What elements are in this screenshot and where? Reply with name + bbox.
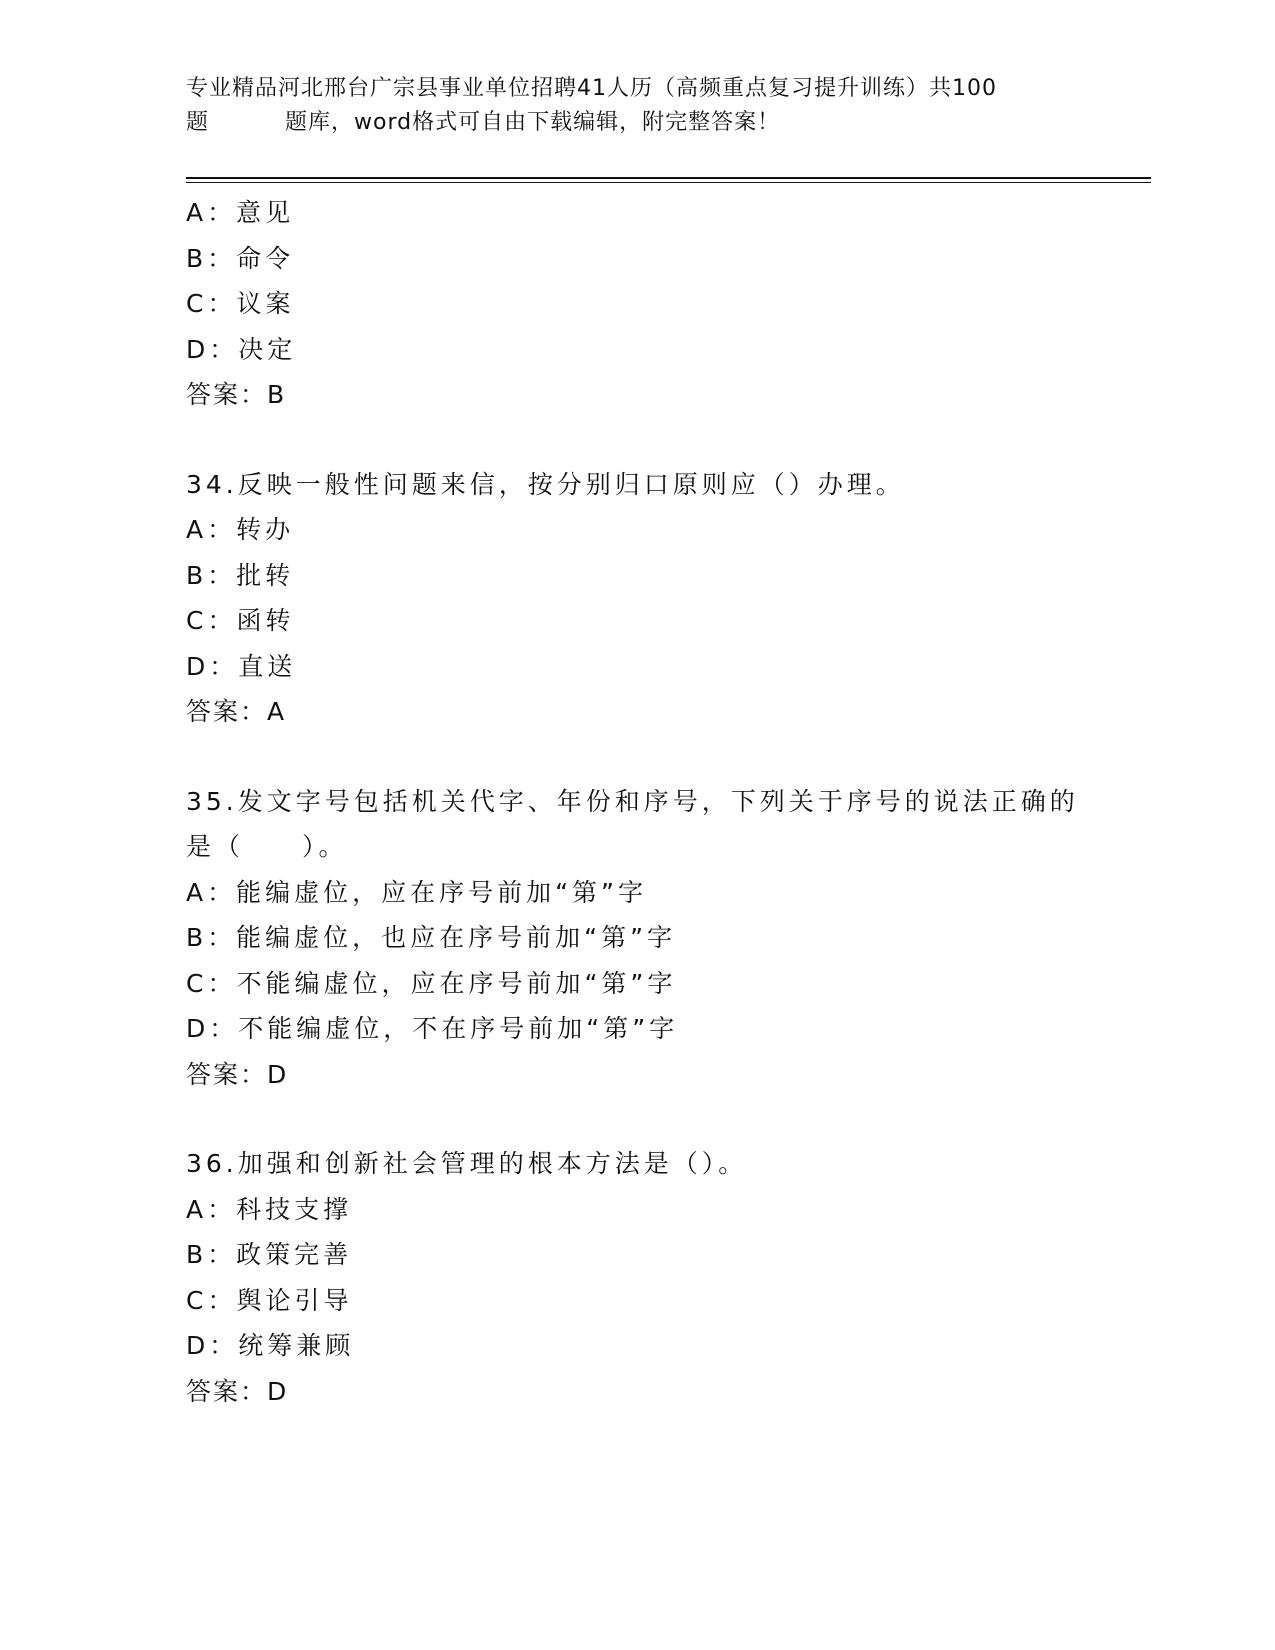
header-title-line2-start: 题 <box>186 110 210 135</box>
option-c: C：舆论引导 <box>186 1285 353 1315</box>
header-divider-thick <box>186 177 1151 179</box>
header-title-line2-end: 题库，word格式可自由下载编辑，附完整答案！ <box>285 110 781 135</box>
question-34 <box>186 462 1086 735</box>
option-a: A：科技支撑 <box>186 1194 353 1224</box>
option-a: A：转办 <box>186 515 295 544</box>
option-c: C：议案 <box>186 289 295 318</box>
question-35 <box>186 779 1086 1098</box>
question-stem: 34.反映一般性问题来信，按分别归口原则应（）办理。 <box>186 469 905 499</box>
option-c: C：函转 <box>186 606 295 635</box>
answer: 答案：B <box>186 380 287 409</box>
option-b: B：命令 <box>186 243 295 273</box>
question-stem-line1: 35.发文字号包括机关代字、年份和序号，下列关于序号的说法正确的 <box>186 786 1079 816</box>
option-d: D：统筹兼顾 <box>186 1331 355 1360</box>
option-b: B：能编虚位，也应在序号前加“第”字 <box>186 923 677 952</box>
option-d: D：不能编虚位，不在序号前加“第”字 <box>186 1014 679 1043</box>
option-d: D：决定 <box>186 334 297 364</box>
option-b: B：政策完善 <box>186 1240 353 1269</box>
document-header <box>186 72 1166 140</box>
header-title-line1: 专业精品河北邢台广宗县事业单位招聘41人历（高频重点复习提升训练）共100 <box>186 76 997 101</box>
answer: 答案：A <box>186 697 287 726</box>
question-36 <box>186 1141 1086 1414</box>
option-b: B：批转 <box>186 560 295 590</box>
option-a: A：能编虚位，应在序号前加“第”字 <box>186 877 648 907</box>
header-divider-thin <box>186 182 1151 183</box>
option-a: A：意见 <box>186 198 295 227</box>
question-33-continued <box>186 190 1086 418</box>
question-stem: 36.加强和创新社会管理的根本方法是（）。 <box>186 1149 748 1178</box>
option-c: C：不能编虚位，应在序号前加“第”字 <box>186 968 677 998</box>
answer: 答案：D <box>186 1376 289 1406</box>
option-d: D：直送 <box>186 651 297 681</box>
answer: 答案：D <box>186 1059 289 1089</box>
question-list <box>186 190 1086 1414</box>
question-stem-line2: 是（ ）。 <box>186 832 348 861</box>
